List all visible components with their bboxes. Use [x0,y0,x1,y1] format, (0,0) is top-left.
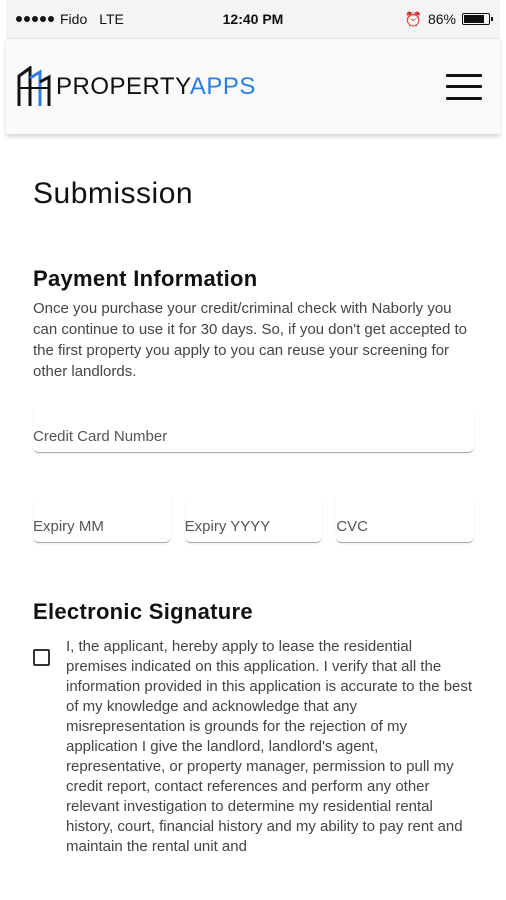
expiry-year-field[interactable] [185,498,323,543]
cvc-field[interactable] [336,498,474,543]
alarm-icon: ⏰ [404,10,422,27]
status-left [16,11,124,27]
payment-section-title: Payment Information [33,266,258,291]
signature-checkbox[interactable] [33,649,50,666]
battery-icon [462,13,490,25]
signature-row [33,637,474,857]
navbar [6,38,500,134]
logo-text [56,73,256,101]
credit-card-field[interactable] [33,408,474,453]
expiry-month-field[interactable] [33,498,171,543]
status-time: 12:40 PM [222,11,284,27]
building-logo-icon [16,66,52,108]
logo-text-apps: APPS [189,72,256,100]
expiry-month-input[interactable] [33,504,171,548]
hamburger-menu-icon[interactable] [446,74,482,100]
carrier-label: Fido [60,11,88,27]
expiry-cvc-row [33,498,474,543]
page-title: Submission [33,177,194,210]
payment-description: Once you purchase your credit/criminal check with Naborly you can continue to use it for 30 days. So, if you don't get accepted to the first property you apply to you can reuse your screening for other landlords. [33,300,467,380]
battery-fill [464,15,484,23]
network-label: LTE [99,11,124,27]
logo-text-property: PROPERTY [56,72,190,100]
cvc-input[interactable] [336,504,474,548]
signal-strength-icon [16,16,54,22]
status-right [405,11,490,28]
expiry-year-input[interactable] [185,504,323,548]
signature-agreement-text: I, the applicant, hereby apply to lease the residential premises indicated on this application. I verify that all the information provided in this application is accurate to the best of my knowledge and acknowledge that any misrepresentation is grounds for the rejection of my application I give the landlord, landlord's agent, representative, or property manager, permission to pull my credit report, contact references and perform any other relevant investigation to determine my residential rental history, court, financial history and my ability to pay rent and maintain the rental unit and [66,638,473,855]
signature-section-title: Electronic Signature [33,599,253,624]
status-bar [6,0,500,38]
credit-card-input[interactable] [33,414,474,458]
main-content [33,134,474,857]
logo[interactable] [16,66,256,108]
battery-percent: 86% [427,11,456,27]
